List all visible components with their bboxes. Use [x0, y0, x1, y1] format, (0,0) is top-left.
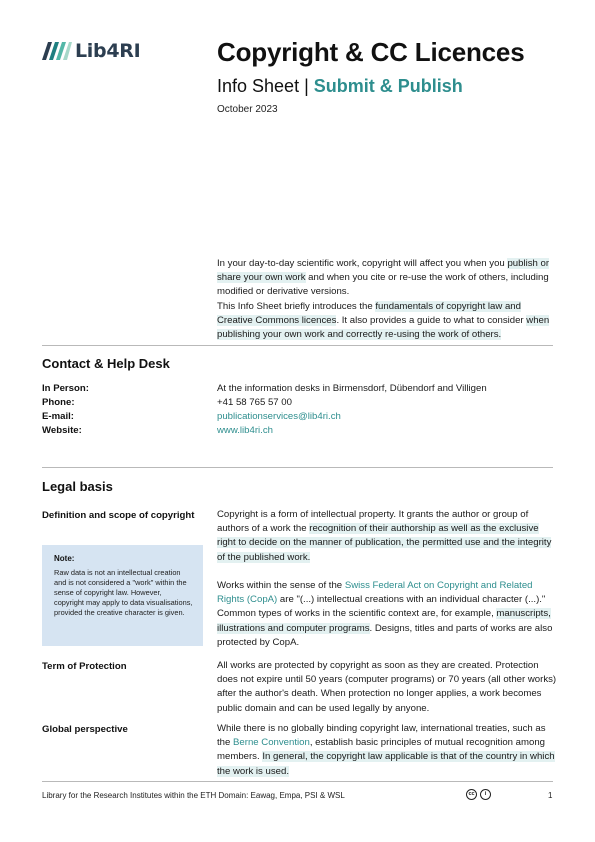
definition-p1-highlight: recognition of their authorship as well as the exclusive right to decide on the manner of publication, the permitted use and the integrity of the published work. — [217, 523, 552, 563]
definition-p2-b: are "(...) intellectual creations with an individual character (...)." Common types of works in the scientific context are, for example, — [217, 594, 546, 620]
global-paragraph — [217, 722, 557, 779]
intro-p2-highlight-1: fundamentals of copyright law and Creative Commons licences — [217, 300, 521, 326]
footer-divider — [42, 781, 553, 782]
contact-value-in-person: At the information desks in Birmensdorf, Dübendorf and Villigen — [217, 383, 487, 394]
legal-heading: Legal basis — [42, 479, 113, 494]
page-number: 1 — [548, 791, 553, 800]
copa-link[interactable]: Swiss Federal Act on Copyright and Related Rights (CopA) — [217, 580, 533, 606]
intro-p2-b: . It also provides a guide to what to consider — [336, 314, 527, 326]
definition-label: Definition and scope of copyright — [42, 510, 195, 521]
divider — [42, 345, 553, 346]
definition-p2-highlight: manuscripts, illustrations and computer programs — [217, 608, 551, 634]
lib4ri-logo — [42, 40, 140, 62]
contact-label-phone: Phone: — [42, 397, 75, 408]
definition-p2-c: . Designs, titles and parts of works are also protected by CopA. — [217, 622, 553, 648]
definition-p1-a: Copyright is a form of intellectual property. It grants the author or group of authors of a work the — [217, 509, 529, 535]
definition-p2-a: Works within the sense of the — [217, 580, 345, 591]
global-label: Global perspective — [42, 724, 128, 735]
global-b: , establish basic principles of mutual recognition among members. — [217, 737, 546, 763]
note-body: Raw data is not an intellectual creation and is not considered a "work" within the sense of copyright law. However, copyright may apply to data visualisations, provided the creative character is given. — [54, 568, 193, 617]
contact-label-website: Website: — [42, 425, 82, 436]
contact-label-in-person: In Person: — [42, 383, 89, 394]
email-link[interactable]: publicationservices@lib4ri.ch — [217, 411, 341, 422]
note-box — [42, 545, 203, 646]
divider — [42, 467, 553, 468]
intro-paragraph — [217, 257, 557, 342]
definition-paragraph-1 — [217, 508, 557, 565]
term-label: Term of Protection — [42, 661, 127, 672]
contact-value-phone: +41 58 765 57 00 — [217, 397, 292, 408]
subtitle-accent: Submit & Publish — [313, 76, 463, 96]
intro-p1-b: and when you cite or re-use the work of others, including modified or derivative versions. — [217, 272, 549, 298]
lib4ri-logo-icon — [42, 40, 72, 62]
attribution-icon: i — [480, 789, 491, 800]
cc-icon: cc — [466, 789, 477, 800]
page-subtitle — [217, 76, 463, 97]
logo-text: Lib4RI — [75, 40, 141, 62]
intro-p1-a: In your day-to-day scientific work, copyright will affect you when you — [217, 258, 508, 269]
berne-convention-link[interactable]: Berne Convention — [233, 737, 310, 749]
page-title: Copyright & CC Licences — [217, 37, 525, 67]
intro-p2-highlight-2: when publishing your own work and correctly re-using the work of others. — [217, 314, 550, 341]
definition-paragraph-2 — [217, 579, 557, 650]
footer-text: Library for the Research Institutes within the ETH Domain: Eawag, Empa, PSI & WSL — [42, 791, 345, 800]
global-a: While there is no globally binding copyright law, international treaties, such as the — [217, 723, 546, 749]
note-title: Note: — [54, 554, 75, 563]
publication-date: October 2023 — [217, 104, 278, 115]
term-paragraph: All works are protected by copyright as soon as they are created. Protection does not expire until 50 years (computer programs) or 70 years (all other works) after the author's death. When protection no longer applies, a work becomes public domain and can be used legally by anyone. — [217, 660, 557, 714]
intro-p1-highlight: publish or share your own work — [217, 258, 550, 284]
subtitle-prefix: Info Sheet | — [217, 76, 314, 96]
contact-label-email: E-mail: — [42, 411, 74, 422]
global-highlight: In general, the copyright law applicable is that of the country in which the work is used. — [217, 751, 555, 777]
contact-heading: Contact & Help Desk — [42, 356, 170, 371]
website-link[interactable]: www.lib4ri.ch — [217, 425, 273, 436]
intro-p2-a: This Info Sheet briefly introduces the — [217, 300, 376, 312]
cc-license-badge — [466, 789, 491, 800]
